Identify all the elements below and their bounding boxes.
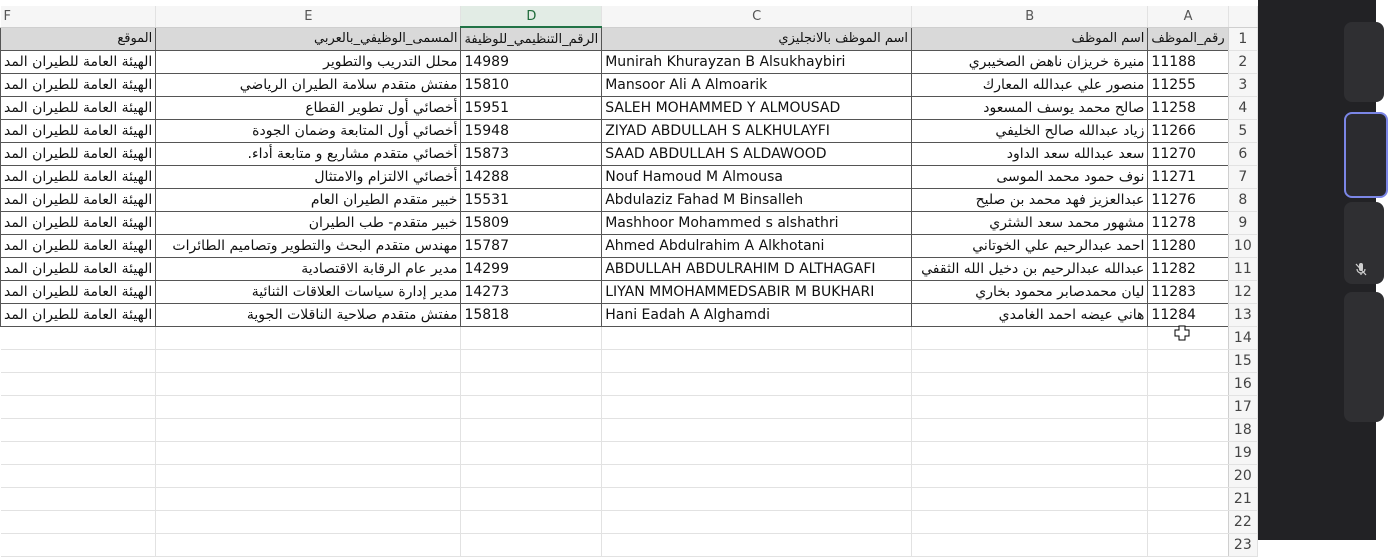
cell-name-en[interactable]: SAAD ABDULLAH S ALDAWOOD	[602, 143, 912, 166]
cell-org-id[interactable]: 15948	[461, 120, 602, 143]
row-number[interactable]: 21	[1228, 488, 1257, 511]
empty-cell[interactable]	[1, 419, 156, 442]
empty-cell[interactable]	[912, 373, 1148, 396]
empty-cell[interactable]	[461, 396, 602, 419]
cell-name-en[interactable]: Mashhoor Mohammed s alshathri	[602, 212, 912, 235]
table-row	[1, 143, 1258, 166]
empty-cell[interactable]	[602, 511, 912, 534]
cell-location[interactable]: الهيئة العامة للطيران المد	[1, 304, 156, 327]
row-number[interactable]: 23	[1228, 534, 1257, 557]
participant-tile[interactable]	[1344, 292, 1384, 422]
cell-location[interactable]: الهيئة العامة للطيران المد	[1, 97, 156, 120]
cell-org-id[interactable]: 15809	[461, 212, 602, 235]
empty-cell[interactable]	[1, 488, 156, 511]
empty-cell[interactable]	[912, 442, 1148, 465]
table-header-row	[1, 27, 1258, 51]
empty-cell[interactable]	[1148, 419, 1228, 442]
cell-emp-id[interactable]: 11278	[1148, 212, 1228, 235]
empty-cell[interactable]	[461, 327, 602, 350]
empty-row	[1, 327, 1258, 350]
cell-emp-id[interactable]: 11266	[1148, 120, 1228, 143]
empty-row	[1, 442, 1258, 465]
empty-cell[interactable]	[156, 327, 461, 350]
empty-cell[interactable]	[912, 327, 1148, 350]
empty-row	[1, 396, 1258, 419]
empty-cell[interactable]	[602, 419, 912, 442]
cell-org-id[interactable]: 15873	[461, 143, 602, 166]
cell-name-en[interactable]: LIYAN MMOHAMMEDSABIR M BUKHARI	[602, 281, 912, 304]
cell-location[interactable]: الهيئة العامة للطيران المد	[1, 74, 156, 97]
cell-emp-id[interactable]: 11271	[1148, 166, 1228, 189]
column-header-row	[1, 6, 1258, 27]
cell-name-en[interactable]: Abdulaziz Fahad M Binsalleh	[602, 189, 912, 212]
participant-tile-active[interactable]	[1344, 112, 1388, 198]
table-row	[1, 97, 1258, 120]
cell-name-ar[interactable]: نوف حمود محمد الموسى	[912, 166, 1148, 189]
table-row	[1, 166, 1258, 189]
cell-name-ar[interactable]: سعد عبدالله سعد الداود	[912, 143, 1148, 166]
cell-name-en[interactable]: Munirah Khurayzan B Alsukhaybiri	[602, 51, 912, 74]
row-number[interactable]: 7	[1228, 166, 1257, 189]
video-call-side-panel	[1258, 0, 1376, 540]
cell-name-ar[interactable]: احمد عبدالرحيم علي الخوتاني	[912, 235, 1148, 258]
table-row	[1, 120, 1258, 143]
row-number[interactable]: 13	[1228, 304, 1257, 327]
empty-cell[interactable]	[602, 327, 912, 350]
cell-org-id[interactable]: 14273	[461, 281, 602, 304]
participant-tile[interactable]	[1344, 22, 1384, 102]
empty-row	[1, 534, 1258, 557]
table-row	[1, 189, 1258, 212]
empty-cell[interactable]	[461, 465, 602, 488]
cell-title-ar[interactable]: مدير عام الرقابة الاقتصادية	[156, 258, 461, 281]
empty-cell[interactable]	[602, 373, 912, 396]
empty-cell[interactable]	[602, 396, 912, 419]
row-number[interactable]: 17	[1228, 396, 1257, 419]
column-header-e[interactable]: E	[156, 6, 461, 27]
row-number[interactable]: 19	[1228, 442, 1257, 465]
empty-row	[1, 488, 1258, 511]
cell-org-id[interactable]: 15951	[461, 97, 602, 120]
move-cursor-icon	[1174, 325, 1190, 341]
row-number[interactable]: 14	[1228, 327, 1257, 350]
empty-cell[interactable]	[156, 396, 461, 419]
cell-name-en[interactable]: Mansoor Ali A Almoarik	[602, 74, 912, 97]
empty-cell[interactable]	[461, 511, 602, 534]
cell-title-ar[interactable]: مهندس متقدم البحث والتطوير وتصاميم الطائرات	[156, 235, 461, 258]
cell-emp-id[interactable]: 11282	[1148, 258, 1228, 281]
empty-cell[interactable]	[1, 442, 156, 465]
row-number[interactable]: 8	[1228, 189, 1257, 212]
empty-cell[interactable]	[461, 419, 602, 442]
empty-row	[1, 511, 1258, 534]
table-row	[1, 74, 1258, 97]
cell-org-id[interactable]: 15787	[461, 235, 602, 258]
empty-cell[interactable]	[912, 350, 1148, 373]
empty-cell[interactable]	[1148, 396, 1228, 419]
empty-cell[interactable]	[461, 488, 602, 511]
empty-row	[1, 373, 1258, 396]
empty-cell[interactable]	[1148, 465, 1228, 488]
row-number[interactable]: 9	[1228, 212, 1257, 235]
row-number[interactable]: 2	[1228, 51, 1257, 74]
empty-row	[1, 465, 1258, 488]
row-number[interactable]: 20	[1228, 465, 1257, 488]
cell-name-ar[interactable]: صالح محمد يوسف المسعود	[912, 97, 1148, 120]
sheet-table	[0, 6, 1258, 557]
table-row	[1, 281, 1258, 304]
cell-title-ar[interactable]: أخصائي أول المتابعة وضمان الجودة	[156, 120, 461, 143]
cell-name-ar[interactable]: عبدالعزيز فهد محمد بن صليح	[912, 189, 1148, 212]
cell-name-ar[interactable]: عبدالله عبدالرحيم بن دخيل الله الثقفي	[912, 258, 1148, 281]
cell-name-ar[interactable]: زياد عبدالله صالح الخليفي	[912, 120, 1148, 143]
cell-title-ar[interactable]: مفتش متقدم صلاحية الناقلات الجوية	[156, 304, 461, 327]
empty-cell[interactable]	[1, 534, 156, 557]
cell-emp-id[interactable]: 11188	[1148, 51, 1228, 74]
cell-emp-id[interactable]: 11255	[1148, 74, 1228, 97]
empty-row	[1, 419, 1258, 442]
column-header-b[interactable]: B	[912, 6, 1148, 27]
header-cell-location[interactable]: الموقع	[1, 27, 156, 51]
cell-title-ar[interactable]: مفتش متقدم سلامة الطيران الرياضي	[156, 74, 461, 97]
empty-cell[interactable]	[156, 442, 461, 465]
row-number[interactable]: 12	[1228, 281, 1257, 304]
empty-cell[interactable]	[156, 419, 461, 442]
empty-cell[interactable]	[156, 350, 461, 373]
cell-name-en[interactable]: ABDULLAH ABDULRAHIM D ALTHAGAFI	[602, 258, 912, 281]
row-number[interactable]: 18	[1228, 419, 1257, 442]
cell-title-ar[interactable]: أخصائي أول تطوير القطاع	[156, 97, 461, 120]
row-number[interactable]: 1	[1228, 27, 1257, 51]
empty-cell[interactable]	[602, 350, 912, 373]
empty-cell[interactable]	[461, 350, 602, 373]
column-header-f[interactable]: F	[1, 6, 156, 27]
empty-cell[interactable]	[602, 534, 912, 557]
cell-name-ar[interactable]: هاني عيضه احمد الغامدي	[912, 304, 1148, 327]
empty-cell[interactable]	[1, 350, 156, 373]
cell-name-en[interactable]: Hani Eadah A Alghamdi	[602, 304, 912, 327]
empty-cell[interactable]	[1148, 350, 1228, 373]
empty-cell[interactable]	[461, 534, 602, 557]
cell-name-ar[interactable]: مشهور محمد سعد الشثري	[912, 212, 1148, 235]
empty-cell[interactable]	[602, 442, 912, 465]
cell-name-en[interactable]: Nouf Hamoud M Almousa	[602, 166, 912, 189]
empty-cell[interactable]	[1148, 511, 1228, 534]
empty-cell[interactable]	[156, 373, 461, 396]
cell-emp-id[interactable]: 11283	[1148, 281, 1228, 304]
table-row	[1, 51, 1258, 74]
cell-name-en[interactable]: ZIYAD ABDULLAH S ALKHULAYFI	[602, 120, 912, 143]
cell-title-ar[interactable]: خبير متقدم الطيران العام	[156, 189, 461, 212]
cell-title-ar[interactable]: محلل التدريب والتطوير	[156, 51, 461, 74]
empty-cell[interactable]	[912, 396, 1148, 419]
empty-cell[interactable]	[1148, 442, 1228, 465]
empty-cell[interactable]	[912, 465, 1148, 488]
cell-emp-id[interactable]: 11270	[1148, 143, 1228, 166]
cell-name-en[interactable]: SALEH MOHAMMED Y ALMOUSAD	[602, 97, 912, 120]
row-number[interactable]: 15	[1228, 350, 1257, 373]
cell-location[interactable]: الهيئة العامة للطيران المد	[1, 258, 156, 281]
empty-cell[interactable]	[156, 465, 461, 488]
empty-cell[interactable]	[461, 442, 602, 465]
cell-title-ar[interactable]: أخصائي متقدم مشاريع و متابعة أداء.	[156, 143, 461, 166]
cell-org-id[interactable]: 15810	[461, 74, 602, 97]
header-cell-name-en[interactable]: اسم الموظف بالانجليزي	[602, 27, 912, 51]
table-row	[1, 258, 1258, 281]
mic-muted-icon	[1353, 261, 1369, 277]
cell-name-ar[interactable]: ليان محمدصابر محمود بخاري	[912, 281, 1148, 304]
cell-name-ar[interactable]: منيرة خريزان ناهض الصخيبري	[912, 51, 1148, 74]
empty-cell[interactable]	[156, 534, 461, 557]
header-cell-emp-id[interactable]: رقم_الموظف	[1148, 27, 1228, 51]
empty-cell[interactable]	[1, 396, 156, 419]
table-row	[1, 212, 1258, 235]
cell-org-id[interactable]: 14299	[461, 258, 602, 281]
cell-title-ar[interactable]: خبير متقدم- طب الطيران	[156, 212, 461, 235]
empty-cell[interactable]	[461, 373, 602, 396]
cell-org-id[interactable]: 14288	[461, 166, 602, 189]
cell-name-en[interactable]: Ahmed Abdulrahim A Alkhotani	[602, 235, 912, 258]
cell-location[interactable]: الهيئة العامة للطيران المد	[1, 212, 156, 235]
row-number[interactable]: 11	[1228, 258, 1257, 281]
cell-emp-id[interactable]: 11284	[1148, 304, 1228, 327]
empty-cell[interactable]	[1, 511, 156, 534]
column-header-d[interactable]: D	[461, 6, 602, 27]
column-header-c[interactable]: C	[602, 6, 912, 27]
cell-emp-id[interactable]: 11280	[1148, 235, 1228, 258]
empty-cell[interactable]	[1, 465, 156, 488]
empty-cell[interactable]	[912, 534, 1148, 557]
row-number[interactable]: 16	[1228, 373, 1257, 396]
table-row	[1, 235, 1258, 258]
empty-cell[interactable]	[912, 488, 1148, 511]
cell-location[interactable]: الهيئة العامة للطيران المد	[1, 166, 156, 189]
empty-cell[interactable]	[156, 511, 461, 534]
empty-cell[interactable]	[1, 373, 156, 396]
cell-location[interactable]: الهيئة العامة للطيران المد	[1, 281, 156, 304]
cell-location[interactable]: الهيئة العامة للطيران المد	[1, 189, 156, 212]
header-cell-name-ar[interactable]: اسم الموظف	[912, 27, 1148, 51]
empty-cell[interactable]	[1, 327, 156, 350]
row-number[interactable]: 3	[1228, 74, 1257, 97]
row-number[interactable]: 6	[1228, 143, 1257, 166]
header-cell-org-id[interactable]: الرقم_التنظيمي_للوظيفة	[461, 27, 602, 51]
empty-cell[interactable]	[602, 488, 912, 511]
cell-emp-id[interactable]: 11258	[1148, 97, 1228, 120]
cell-location[interactable]: الهيئة العامة للطيران المد	[1, 120, 156, 143]
empty-cell[interactable]	[1148, 534, 1228, 557]
table-row	[1, 304, 1258, 327]
cell-title-ar[interactable]: أخصائي الالتزام والامتثال	[156, 166, 461, 189]
empty-cell[interactable]	[912, 511, 1148, 534]
cell-emp-id[interactable]: 11276	[1148, 189, 1228, 212]
cell-title-ar[interactable]: مدير إدارة سياسات العلاقات الثنائية	[156, 281, 461, 304]
cell-org-id[interactable]: 15818	[461, 304, 602, 327]
row-number[interactable]: 4	[1228, 97, 1257, 120]
cell-org-id[interactable]: 14989	[461, 51, 602, 74]
empty-cell[interactable]	[156, 488, 461, 511]
cell-location[interactable]: الهيئة العامة للطيران المد	[1, 51, 156, 74]
row-number[interactable]: 10	[1228, 235, 1257, 258]
cell-location[interactable]: الهيئة العامة للطيران المد	[1, 143, 156, 166]
cell-org-id[interactable]: 15531	[461, 189, 602, 212]
empty-cell[interactable]	[1148, 488, 1228, 511]
cell-location[interactable]: الهيئة العامة للطيران المد	[1, 235, 156, 258]
empty-cell[interactable]	[1148, 373, 1228, 396]
header-cell-title-ar[interactable]: المسمى_الوظيفي_بالعربي	[156, 27, 461, 51]
empty-cell[interactable]	[912, 419, 1148, 442]
select-all-corner[interactable]	[1228, 6, 1257, 27]
empty-row	[1, 350, 1258, 373]
column-header-a[interactable]: A	[1148, 6, 1228, 27]
row-number[interactable]: 22	[1228, 511, 1257, 534]
cell-name-ar[interactable]: منصور علي عبدالله المعارك	[912, 74, 1148, 97]
row-number[interactable]: 5	[1228, 120, 1257, 143]
empty-cell[interactable]	[602, 465, 912, 488]
